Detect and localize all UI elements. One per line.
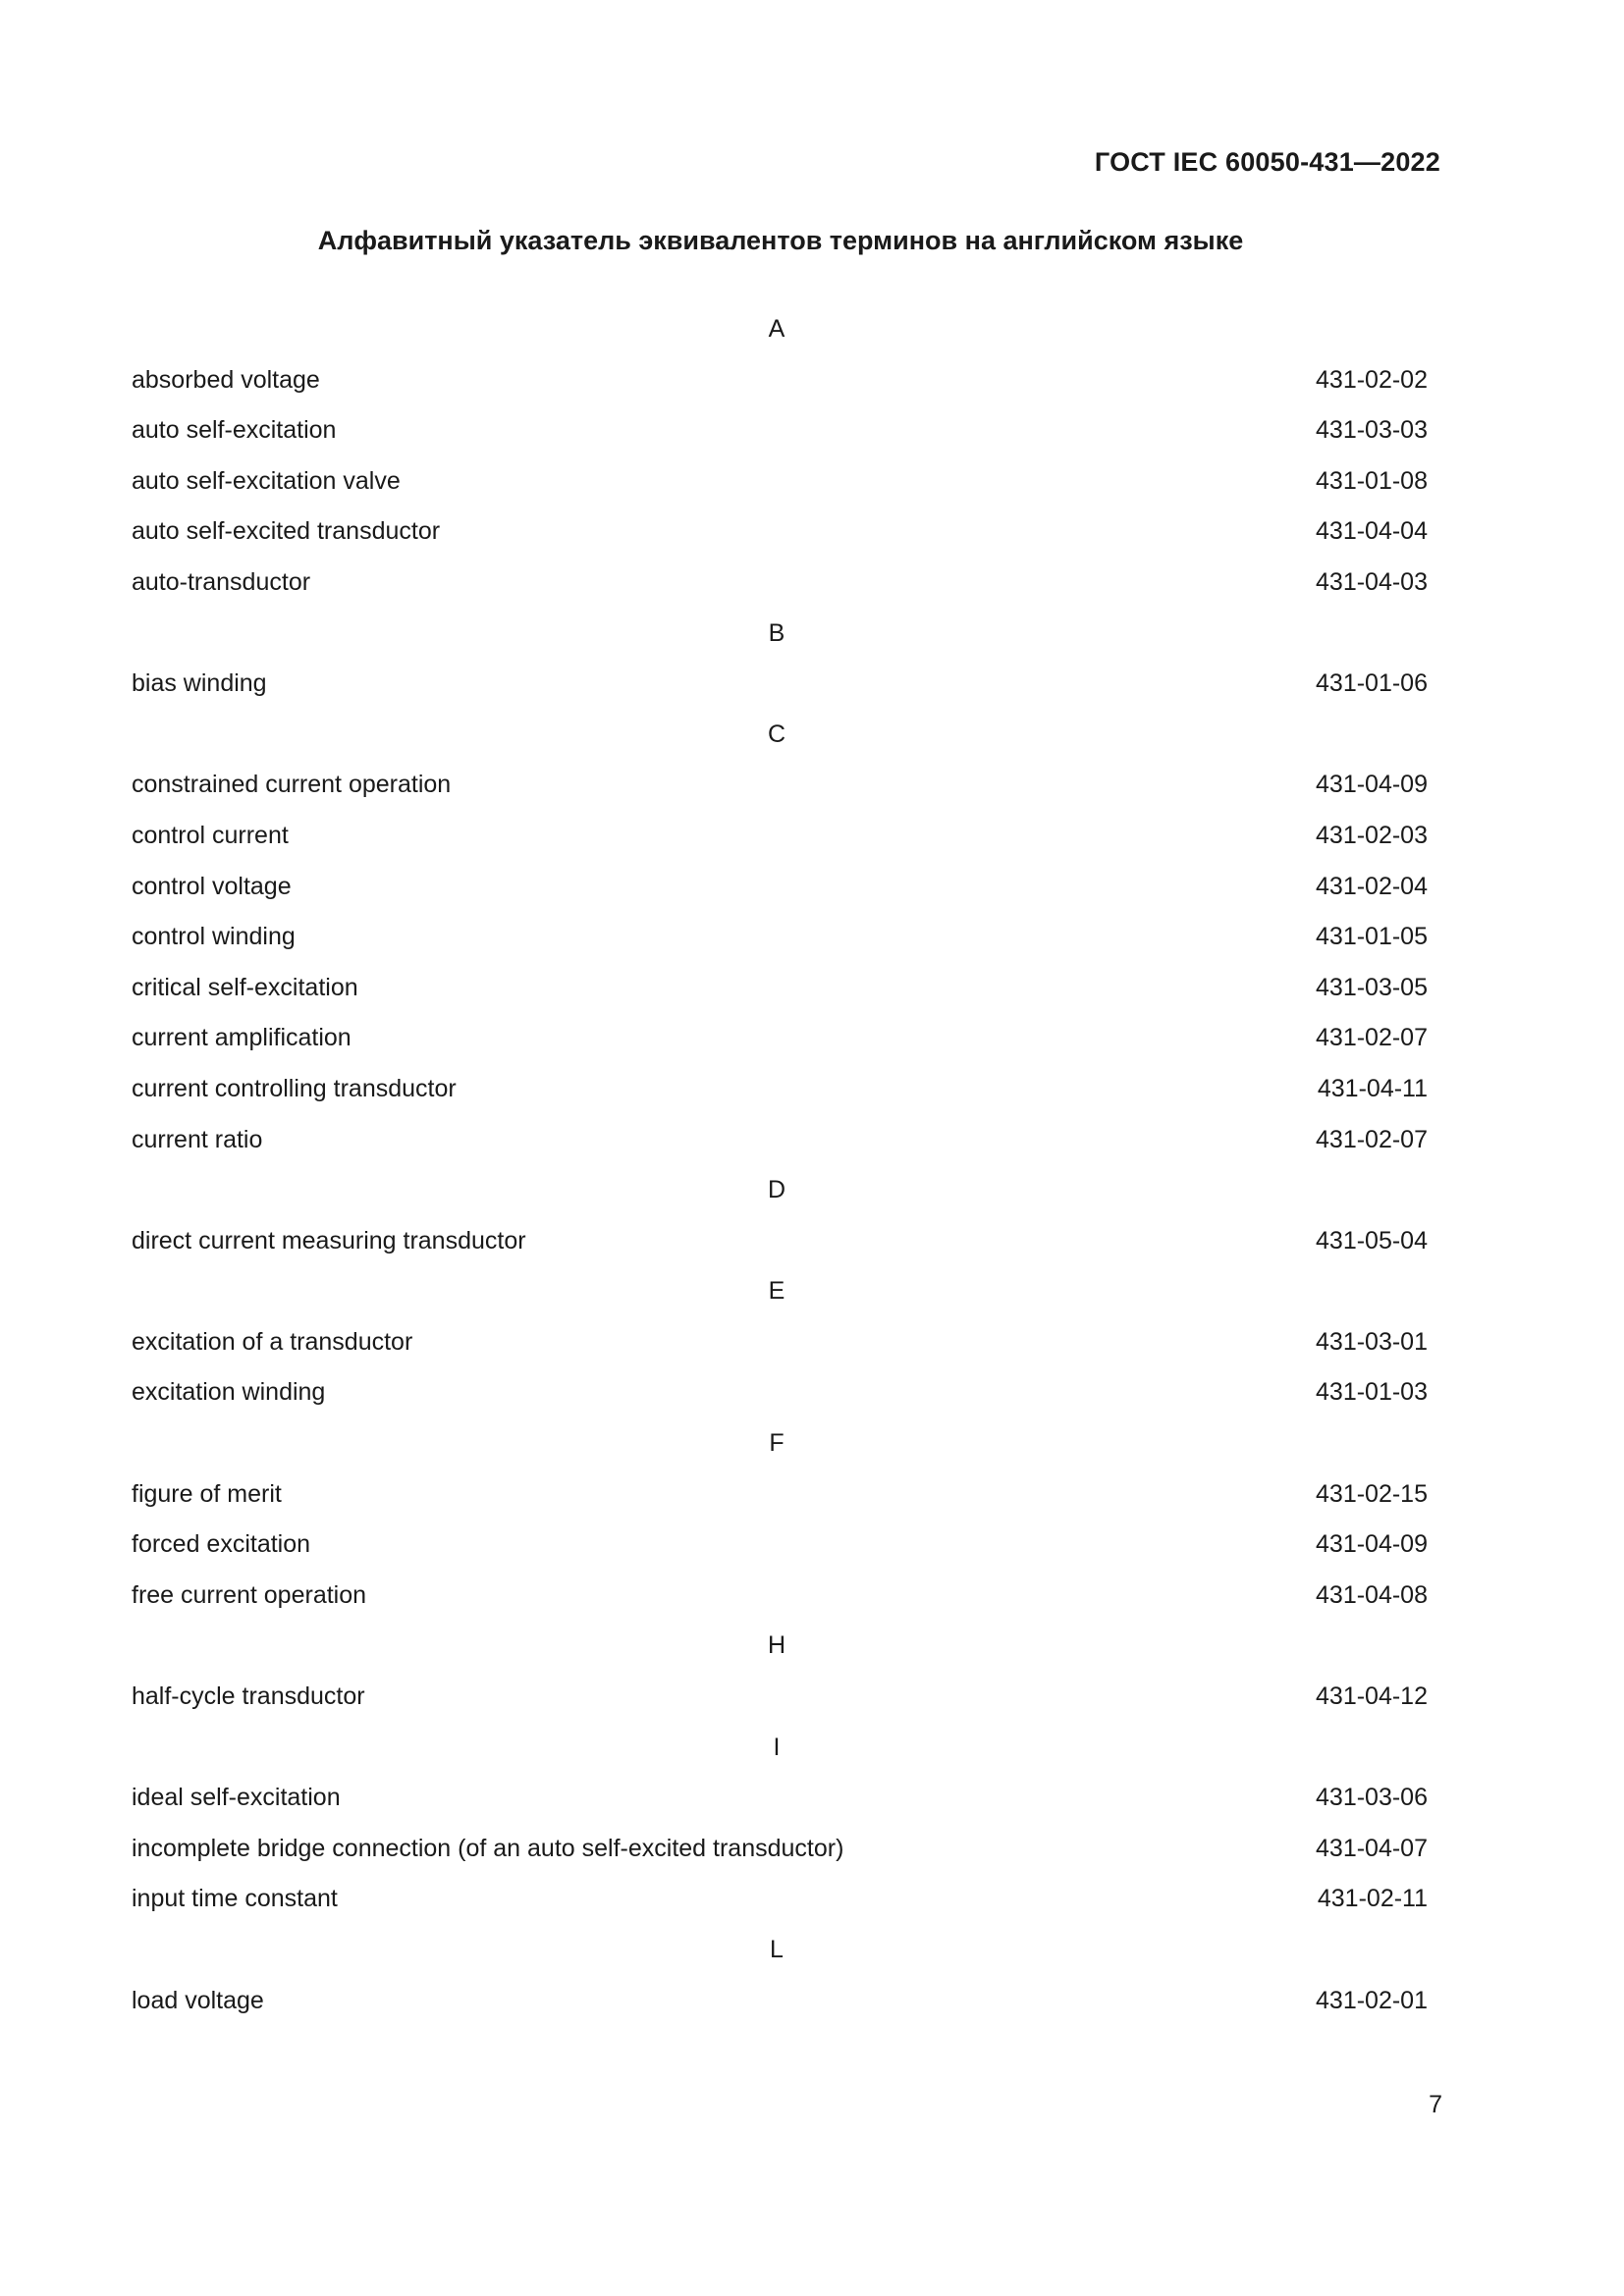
section-letter: F (769, 1429, 785, 1458)
entry-term: load voltage (132, 1986, 264, 2014)
entry-term: excitation of a transductor (132, 1327, 413, 1356)
entry-code: 431-04-12 (1316, 1682, 1428, 1711)
entry-code: 431-04-03 (1316, 567, 1428, 596)
entry-term: absorbed voltage (132, 365, 320, 394)
entry-term: input time constant (132, 1885, 338, 1913)
index-entry (132, 1773, 1428, 1824)
entry-term: current controlling transductor (132, 1074, 457, 1102)
index-entry (132, 1571, 1428, 1622)
entry-code: 431-05-04 (1316, 1226, 1428, 1255)
entry-term: forced excitation (132, 1530, 311, 1559)
index-entry (132, 405, 1428, 456)
index-entry (132, 912, 1428, 963)
index-entry (132, 659, 1428, 710)
entry-term: control voltage (132, 872, 292, 900)
entry-code: 431-02-02 (1316, 365, 1428, 394)
entry-code: 431-04-09 (1316, 1530, 1428, 1559)
section-letter: B (768, 618, 785, 647)
entry-code: 431-03-03 (1316, 416, 1428, 445)
index-entry (132, 1469, 1428, 1521)
section-letter: D (767, 1176, 786, 1204)
entry-term: figure of merit (132, 1479, 282, 1508)
entry-code: 431-02-04 (1316, 872, 1428, 900)
entry-code: 431-01-05 (1316, 923, 1428, 951)
section-letter: H (767, 1631, 786, 1660)
entry-term: half-cycle transductor (132, 1682, 365, 1711)
entry-term: ideal self-excitation (132, 1784, 341, 1812)
index-entry (132, 1013, 1428, 1064)
entry-term: constrained current operation (132, 771, 452, 799)
entry-term: excitation winding (132, 1378, 326, 1407)
entry-term: control current (132, 821, 289, 849)
index-entry (132, 1874, 1428, 1925)
index-entry (132, 1672, 1428, 1723)
index-entry (132, 811, 1428, 862)
entry-code: 431-02-07 (1316, 1125, 1428, 1153)
entry-code: 431-04-11 (1317, 1074, 1428, 1102)
index-entry (132, 1216, 1428, 1267)
entry-term: control winding (132, 923, 296, 951)
section-letter: A (768, 315, 785, 343)
index-entry (132, 1976, 1428, 2027)
index-entry (132, 1824, 1428, 1875)
index-entry (132, 558, 1428, 609)
entry-term: auto-transductor (132, 567, 311, 596)
entry-term: auto self-excitation (132, 416, 337, 445)
entry-code: 431-02-01 (1316, 1986, 1428, 2014)
entry-term: current amplification (132, 1024, 352, 1052)
entry-term: incomplete bridge connection (of an auto self-excited transductor) (132, 1834, 844, 1862)
entry-term: critical self-excitation (132, 973, 358, 1001)
index-entry (132, 1520, 1428, 1571)
entry-code: 431-04-08 (1316, 1580, 1428, 1609)
entry-code: 431-03-06 (1316, 1784, 1428, 1812)
entry-code: 431-01-08 (1316, 466, 1428, 495)
index-entry (132, 760, 1428, 811)
entry-code: 431-04-09 (1316, 771, 1428, 799)
section-letter: L (770, 1936, 784, 1963)
index-entry (132, 355, 1428, 406)
section-letter: I (773, 1733, 781, 1761)
entry-term: current ratio (132, 1125, 263, 1153)
entry-code: 431-02-07 (1316, 1024, 1428, 1052)
index-entry (132, 1367, 1428, 1418)
index-entry (132, 963, 1428, 1014)
index-entry (132, 862, 1428, 913)
entry-code: 431-01-06 (1316, 669, 1428, 698)
standard-designation: ГОСТ IEC 60050-431—2022 (1094, 147, 1440, 177)
entry-term: direct current measuring transductor (132, 1226, 526, 1255)
entry-code: 431-01-03 (1316, 1378, 1428, 1407)
entry-code: 431-02-11 (1317, 1885, 1428, 1913)
index-entry (132, 456, 1428, 507)
page-title: Алфавитный указатель эквивалентов терминов на английском языке (317, 226, 1244, 255)
index-entry (132, 1317, 1428, 1368)
index-entry (132, 1115, 1428, 1166)
section-letter: E (768, 1277, 785, 1306)
term-index (132, 304, 1428, 2026)
section-letter: C (767, 720, 786, 748)
entry-code: 431-04-07 (1316, 1834, 1428, 1862)
entry-term: free current operation (132, 1580, 367, 1609)
entry-code: 431-02-15 (1316, 1479, 1428, 1508)
entry-term: bias winding (132, 669, 267, 698)
entry-term: auto self-excitation valve (132, 466, 401, 495)
entry-code: 431-04-04 (1316, 517, 1428, 546)
entry-code: 431-03-01 (1316, 1327, 1428, 1356)
entry-code: 431-02-03 (1316, 821, 1428, 849)
entry-term: auto self-excited transductor (132, 517, 441, 546)
index-entry (132, 507, 1428, 558)
entry-code: 431-03-05 (1316, 973, 1428, 1001)
page-number: 7 (1429, 2091, 1442, 2118)
index-entry (132, 1064, 1428, 1115)
